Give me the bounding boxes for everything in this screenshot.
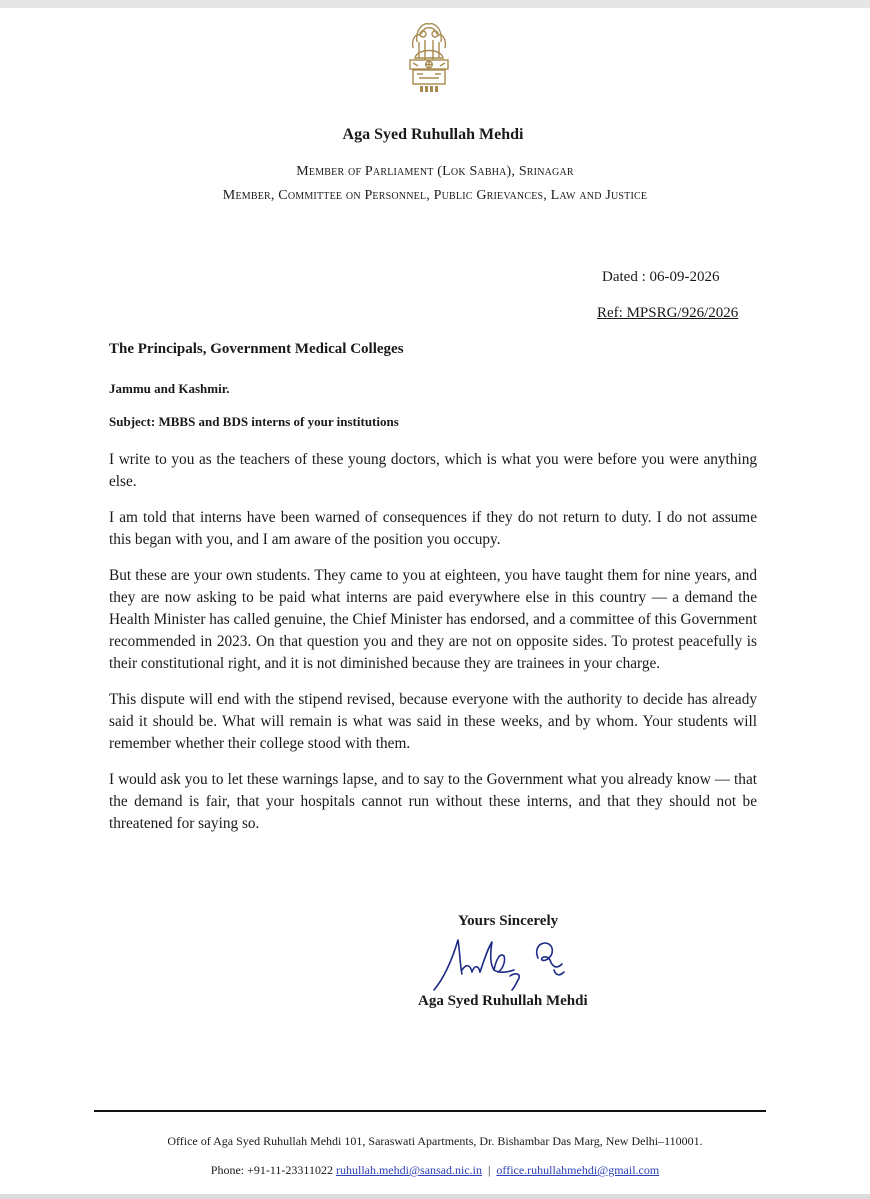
letterhead-title-committee: Member, Committee on Personnel, Public Grievances, Law and Justice	[222, 188, 648, 203]
footer-separator: |	[488, 1163, 491, 1177]
body-paragraph: I would ask you to let these warnings lapse, and to say to the Government what you already know — that the demand is fair, that your hospitals cannot run without these interns, and that they should not be threatened for saying so.	[109, 771, 757, 832]
letter-body	[109, 449, 757, 849]
email-link-official[interactable]: ruhullah.mehdi@sansad.nic.in	[335, 1163, 483, 1177]
subject-line: Subject: MBBS and BDS interns of your institutions	[109, 414, 399, 429]
closing-salutation: Yours Sincerely	[458, 913, 559, 929]
body-paragraph: I write to you as the teachers of these young doctors, which is what you were before you were anything else.	[109, 451, 757, 490]
body-paragraph: This dispute will end with the stipend revised, because everyone with the authority to decide has already said it should be. What will remain is what was said in these weeks, and by whom. Your students will remember whether their college stood with them.	[109, 691, 757, 752]
footer-address: Office of Aga Syed Ruhullah Mehdi 101, Saraswati Apartments, Dr. Bishambar Das Marg, New Delhi–110001.	[167, 1134, 703, 1148]
letter-date: Dated : 06-09-2026	[602, 269, 720, 285]
footer-divider	[94, 1110, 766, 1112]
signer-name: Aga Syed Ruhullah Mehdi	[418, 993, 588, 1009]
handwritten-signature	[430, 930, 580, 994]
letterhead-name: Aga Syed Ruhullah Mehdi	[342, 126, 524, 143]
scan-top-border	[0, 0, 870, 8]
footer-phone: Phone: +91-11-23311022	[210, 1163, 333, 1177]
reference-number: Ref: MPSRG/926/2026	[597, 305, 739, 321]
letterhead	[0, 126, 870, 204]
recipient-line-2: Jammu and Kashmir.	[109, 381, 230, 396]
body-paragraph: I am told that interns have been warned of consequences if they do not return to duty. I do not assume this began with you, and I am aware of the position you occupy.	[109, 509, 757, 548]
recipient-line-1: The Principals, Government Medical Colleges	[109, 341, 404, 357]
scan-bottom-border	[0, 1194, 870, 1199]
body-paragraph: But these are your own students. They came to you at eighteen, you have taught them for nine years, and they are now asking to be paid what interns are paid everywhere else in this country — a demand the Health Minister has called genuine, the Chief Minister has endorsed, and a committee of this Government recommended in 2023. On that question you and they are not on opposite sides. To protest peacefully is their constitutional right, and it is not diminished because they are trainees in your charge.	[109, 567, 757, 672]
email-link-office[interactable]: office.ruhullahmehdi@gmail.com	[496, 1163, 660, 1177]
national-emblem-icon	[401, 12, 457, 98]
letterhead-title-mp: Member of Parliament (Lok Sabha), Srinagar	[296, 164, 574, 179]
footer-contact	[0, 1163, 870, 1178]
